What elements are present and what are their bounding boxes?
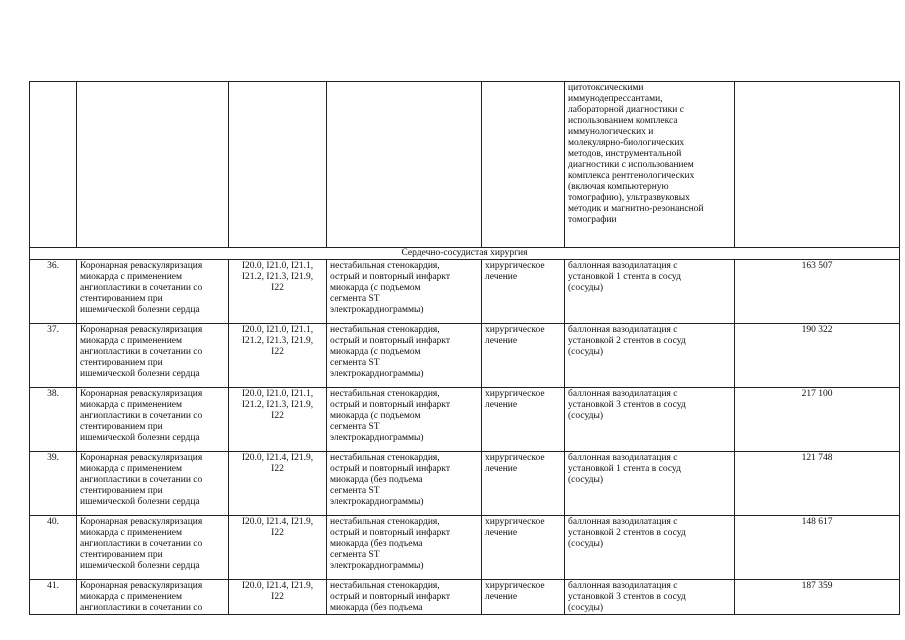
icd-codes-cell: I20.0, I21.4, I21.9, I22 bbox=[229, 516, 327, 580]
price-cell: 187 359 bbox=[735, 580, 900, 615]
care-name-cell: Коронарная реваскуляризация миокарда с применением ангиопластики в сочетании со стентированием при ишемической болезни сердца bbox=[77, 260, 229, 324]
table-row bbox=[30, 516, 900, 580]
cell-empty bbox=[482, 82, 565, 248]
patient-model-cell: нестабильная стенокардия, острый и повторный инфаркт миокарда (без подъема сегмента ST электрокардиограммы) bbox=[327, 452, 482, 516]
care-name-cell: Коронарная реваскуляризация миокарда с применением ангиопластики в сочетании со стентированием при ишемической болезни сердца bbox=[77, 516, 229, 580]
care-name-cell: Коронарная реваскуляризация миокарда с применением ангиопластики в сочетании со стентированием при ишемической болезни сердца bbox=[77, 388, 229, 452]
care-name-cell: Коронарная реваскуляризация миокарда с применением ангиопластики в сочетании со стентированием при ишемической болезни сердца bbox=[77, 324, 229, 388]
cell-empty bbox=[77, 82, 229, 248]
price-cell: 190 322 bbox=[735, 324, 900, 388]
price-cell: 217 100 bbox=[735, 388, 900, 452]
patient-model-cell: нестабильная стенокардия, острый и повторный инфаркт миокарда (с подъемом сегмента ST электрокардиограммы) bbox=[327, 388, 482, 452]
icd-codes-cell: I20.0, I21.0, I21.1, I21.2, I21.3, I21.9, I22 bbox=[229, 260, 327, 324]
icd-codes-cell: I20.0, I21.0, I21.1, I21.2, I21.3, I21.9, I22 bbox=[229, 324, 327, 388]
continuation-row bbox=[30, 82, 900, 248]
price-cell: 148 617 bbox=[735, 516, 900, 580]
table-row bbox=[30, 580, 900, 615]
treatment-type-cell: хирургическое лечение bbox=[482, 580, 565, 615]
row-number: 40. bbox=[30, 516, 77, 580]
care-name-cell: Коронарная реваскуляризация миокарда с применением ангиопластики в сочетании со bbox=[77, 580, 229, 615]
cell-empty bbox=[735, 82, 900, 248]
table-row bbox=[30, 260, 900, 324]
row-number: 37. bbox=[30, 324, 77, 388]
treatment-type-cell: хирургическое лечение bbox=[482, 516, 565, 580]
patient-model-cell: нестабильная стенокардия, острый и повторный инфаркт миокарда (без подъема bbox=[327, 580, 482, 615]
icd-codes-cell: I20.0, I21.0, I21.1, I21.2, I21.3, I21.9, I22 bbox=[229, 388, 327, 452]
treatment-type-cell: хирургическое лечение bbox=[482, 388, 565, 452]
row-number: 39. bbox=[30, 452, 77, 516]
treatment-method-cell: баллонная вазодилатация с установкой 2 стентов в сосуд (сосуды) bbox=[565, 324, 735, 388]
row-number: 38. bbox=[30, 388, 77, 452]
row-number: 41. bbox=[30, 580, 77, 615]
icd-codes-cell: I20.0, I21.4, I21.9, I22 bbox=[229, 452, 327, 516]
cell-empty bbox=[30, 82, 77, 248]
patient-model-cell: нестабильная стенокардия, острый и повторный инфаркт миокарда (с подъемом сегмента ST электрокардиограммы) bbox=[327, 260, 482, 324]
cell-empty bbox=[327, 82, 482, 248]
price-cell: 163 507 bbox=[735, 260, 900, 324]
care-name-cell: Коронарная реваскуляризация миокарда с применением ангиопластики в сочетании со стентированием при ишемической болезни сердца bbox=[77, 452, 229, 516]
patient-model-cell: нестабильная стенокардия, острый и повторный инфаркт миокарда (без подъема сегмента ST электрокардиограммы) bbox=[327, 516, 482, 580]
price-cell: 121 748 bbox=[735, 452, 900, 516]
treatment-method-cell: баллонная вазодилатация с установкой 3 стентов в сосуд (сосуды) bbox=[565, 580, 735, 615]
treatment-type-cell: хирургическое лечение bbox=[482, 452, 565, 516]
row-number: 36. bbox=[30, 260, 77, 324]
treatment-method-cell: баллонная вазодилатация с установкой 3 стентов в сосуд (сосуды) bbox=[565, 388, 735, 452]
section-header-row bbox=[30, 248, 900, 260]
treatment-method-cell: баллонная вазодилатация с установкой 1 стента в сосуд (сосуды) bbox=[565, 452, 735, 516]
treatment-method-cell: баллонная вазодилатация с установкой 2 стентов в сосуд (сосуды) bbox=[565, 516, 735, 580]
icd-codes-cell: I20.0, I21.4, I21.9, I22 bbox=[229, 580, 327, 615]
table-row bbox=[30, 324, 900, 388]
section-title: Сердечно-сосудистая хирургия bbox=[30, 248, 900, 260]
treatment-method-cell: баллонная вазодилатация с установкой 1 стента в сосуд (сосуды) bbox=[565, 260, 735, 324]
treatment-type-cell: хирургическое лечение bbox=[482, 324, 565, 388]
cell-empty bbox=[229, 82, 327, 248]
table-row bbox=[30, 388, 900, 452]
treatment-type-cell: хирургическое лечение bbox=[482, 260, 565, 324]
patient-model-cell: нестабильная стенокардия, острый и повторный инфаркт миокарда (с подъемом сегмента ST электрокардиограммы) bbox=[327, 324, 482, 388]
continuation-method-cell: цитотоксическими иммунодепрессантами, лабораторной диагностики с использованием комплекса иммунологических и молекулярно-биологических методов, инструментальной диагностики с использованием комплекса рентгенологических (включая компьютерную томографию), ультразвуковых методик и магнитно-резонансной томографии bbox=[565, 82, 735, 248]
table-row bbox=[30, 452, 900, 516]
medical-care-table bbox=[29, 81, 900, 615]
